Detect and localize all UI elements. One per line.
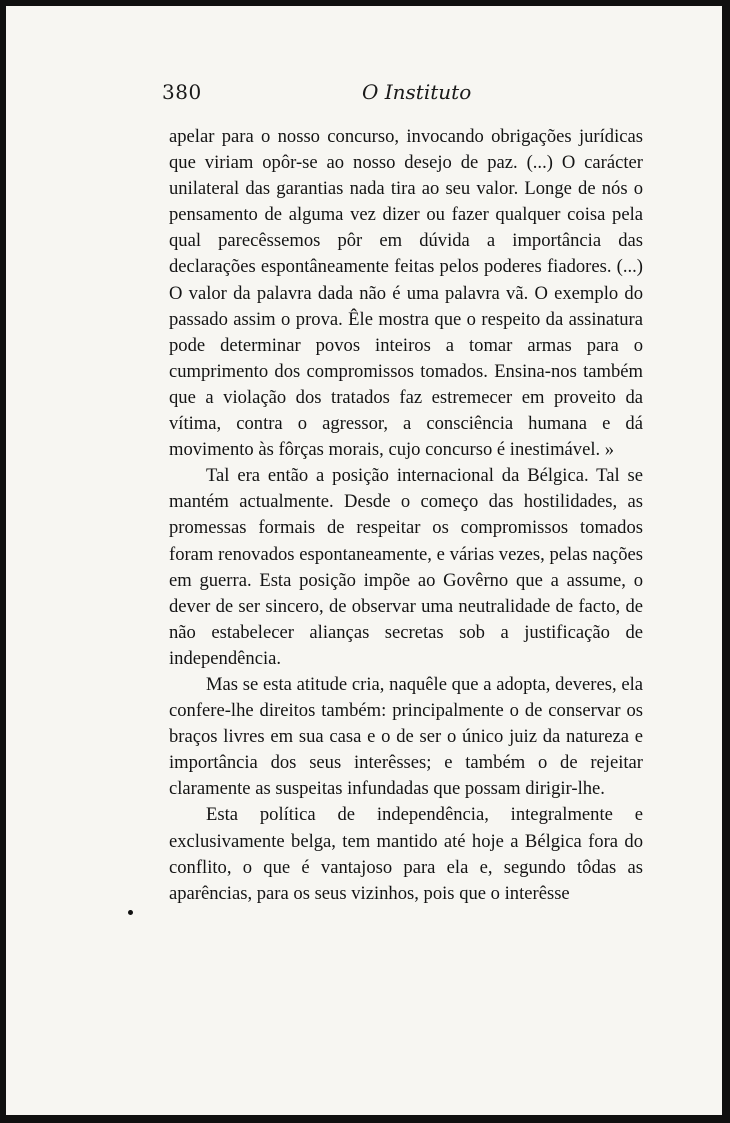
- paragraph-rights: Mas se esta atitude cria, naquêle que a adopta, deveres, ela confere-lhe direitos também: principalmente o de conservar os braços livres em sua casa e o de ser o único juiz da natureza e importância dos seus interêsses; e também o de rejeitar claramente as suspeitas infundadas que possam dirigir-lhe.: [169, 673, 643, 800]
- book-page: [6, 6, 722, 1115]
- page-number: 380: [162, 80, 202, 104]
- page-header: [162, 80, 642, 110]
- body-text: [169, 124, 643, 907]
- paragraph-independence-policy: Esta política de independência, integralmente e exclusivamente belga, tem mantido até hoje a Bélgica fora do conflito, o que é vantajoso para ela e, segundo tôdas as aparências, para os seus vizinhos, pois que o interêsse: [169, 804, 643, 904]
- running-title: O Instituto: [362, 80, 472, 104]
- paragraph-belgium-position: Tal era então a posição internacional da Bélgica. Tal se mantém actualmente. Desde o começo das hostilidades, as promessas formais de respeitar os compromissos tomados foram renovados espontaneamente, e várias vezes, pelas nações em guerra. Esta posição impõe ao Govêrno que a assume, o dever de ser sincero, de observar uma neutralidade de facto, de não estabelecer alianças secretas sob a justificação de independência.: [169, 465, 643, 669]
- paragraph-continuation: apelar para o nosso concurso, invocando obrigações jurídicas que viriam opôr-se ao nosso desejo de paz. (...) O carácter unilateral das garantias nada tira ao seu valor. Longe de nós o pensamento de alguma vez dizer ou fazer qualquer coisa pela qual parecêssemos pôr em dúvida a importância das declarações espontâneamente feitas pelos poderes fiadores. (...) O valor da palavra dada não é uma palavra vã. O exemplo do passado assim o prova. Êle mostra que o respeito da assinatura pode determinar povos inteiros a tomar armas para o cumprimento dos compromissos tomados. Ensina-nos também que a violação dos tratados faz estremecer em proveito da vítima, contra o agressor, a consciência humana e dá movimento às fôrças morais, cujo concurso é inestimável. »: [169, 126, 643, 461]
- ink-speck: [128, 910, 133, 915]
